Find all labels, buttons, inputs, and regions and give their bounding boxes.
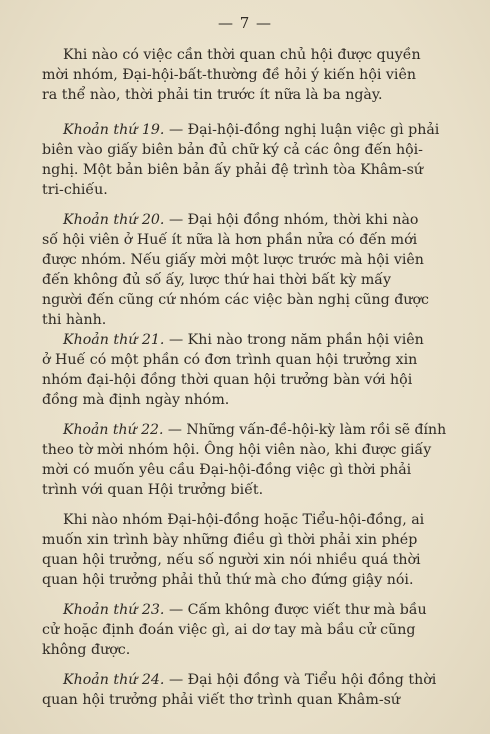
text-line: ở Huế có một phần có đơn trình quan hội trưởng xin	[42, 352, 418, 368]
article-lead-text: — Đại-hội-đồng nghị luận việc gì phải	[168, 122, 440, 138]
article-21-first-line	[63, 330, 424, 350]
text-line: biên vào giấy biên bản đủ chữ ký cả các ông đến hội-	[42, 142, 423, 158]
text-line: Khi nào nhóm Đại-hội-đồng hoặc Tiểu-hội-đồng, ai	[63, 512, 425, 528]
text-line: quan hội trưởng, nếu số người xin nói nhiều quá thời	[42, 552, 421, 568]
article-20-first-line	[63, 210, 418, 230]
text-line: quan hội trưởng phải viết thơ trình quan Khâm-sứ	[42, 692, 401, 708]
article-19-first-line	[63, 120, 439, 140]
article-heading: Khoản thứ 23.	[63, 602, 165, 618]
text-line: đồng mà định ngày nhóm.	[42, 392, 230, 408]
article-heading: Khoản thứ 19.	[63, 122, 165, 138]
text-line: đến không đủ số ấy, lược thứ hai thời bất kỳ mấy	[42, 272, 392, 288]
article-heading: Khoản thứ 22.	[63, 422, 164, 438]
text-line: nhóm đại-hội đồng thời quan hội trưởng bàn với hội	[42, 372, 413, 388]
text-line: số hội viên ở Huế ít nữa là hơn phần nửa có đến mới	[42, 232, 418, 248]
article-22-first-line	[63, 420, 446, 440]
text-line: người đến cũng cứ nhóm các việc bàn nghị cũng được	[42, 292, 429, 308]
article-lead-text: — Khi nào trong năm phần hội viên	[168, 332, 424, 348]
text-line: Khi nào có việc cần thời quan chủ hội được quyền	[63, 47, 421, 63]
article-lead-text: — Đại hội đồng nhóm, thời khi nào	[168, 212, 419, 228]
article-lead-text: — Những vấn-đề-hội-kỳ làm rồi sẽ đính	[167, 422, 447, 438]
text-line: mời có muốn yêu cầu Đại-hội-đồng việc gì thời phải	[42, 462, 412, 478]
text-line: muốn xin trình bày những điều gì thời phải xin phép	[42, 532, 418, 548]
page-number: — 7 —	[217, 14, 273, 32]
text-line: theo tờ mời nhóm hội. Ông hội viên nào, khi được giấy	[42, 442, 432, 458]
article-23-first-line	[63, 600, 427, 620]
text-line: được nhóm. Nếu giấy mời một lược trước mà hội viên	[42, 252, 424, 268]
text-line: tri-chiếu.	[42, 182, 108, 198]
text-line: trình với quan Hội trưởng biết.	[42, 482, 264, 498]
article-heading: Khoản thứ 21.	[63, 332, 165, 348]
article-24-first-line	[63, 670, 436, 690]
article-heading: Khoản thứ 20.	[63, 212, 165, 228]
article-lead-text: — Đại hội đồng và Tiểu hội đồng thời	[168, 672, 437, 688]
article-lead-text: — Cấm không được viết thư mà bầu	[168, 602, 427, 618]
text-line: thi hành.	[42, 312, 107, 328]
text-line: mời nhóm, Đại-hội-bất-thường đề hỏi ý kiến hội viên	[42, 67, 416, 83]
article-heading: Khoản thứ 24.	[63, 672, 165, 688]
text-line: không được.	[42, 642, 131, 658]
text-line: nghị. Một bản biên bản ấy phải đệ trình tòa Khâm-sứ	[42, 162, 424, 178]
text-line: ra thể nào, thời phải tin trước ít nữa là ba ngày.	[42, 87, 383, 103]
text-line: quan hội trưởng phải thủ thứ mà cho đứng giậy nói.	[42, 572, 414, 588]
text-line: cử hoặc định đoán việc gì, ai dơ tay mà bầu cử cũng	[42, 622, 416, 638]
